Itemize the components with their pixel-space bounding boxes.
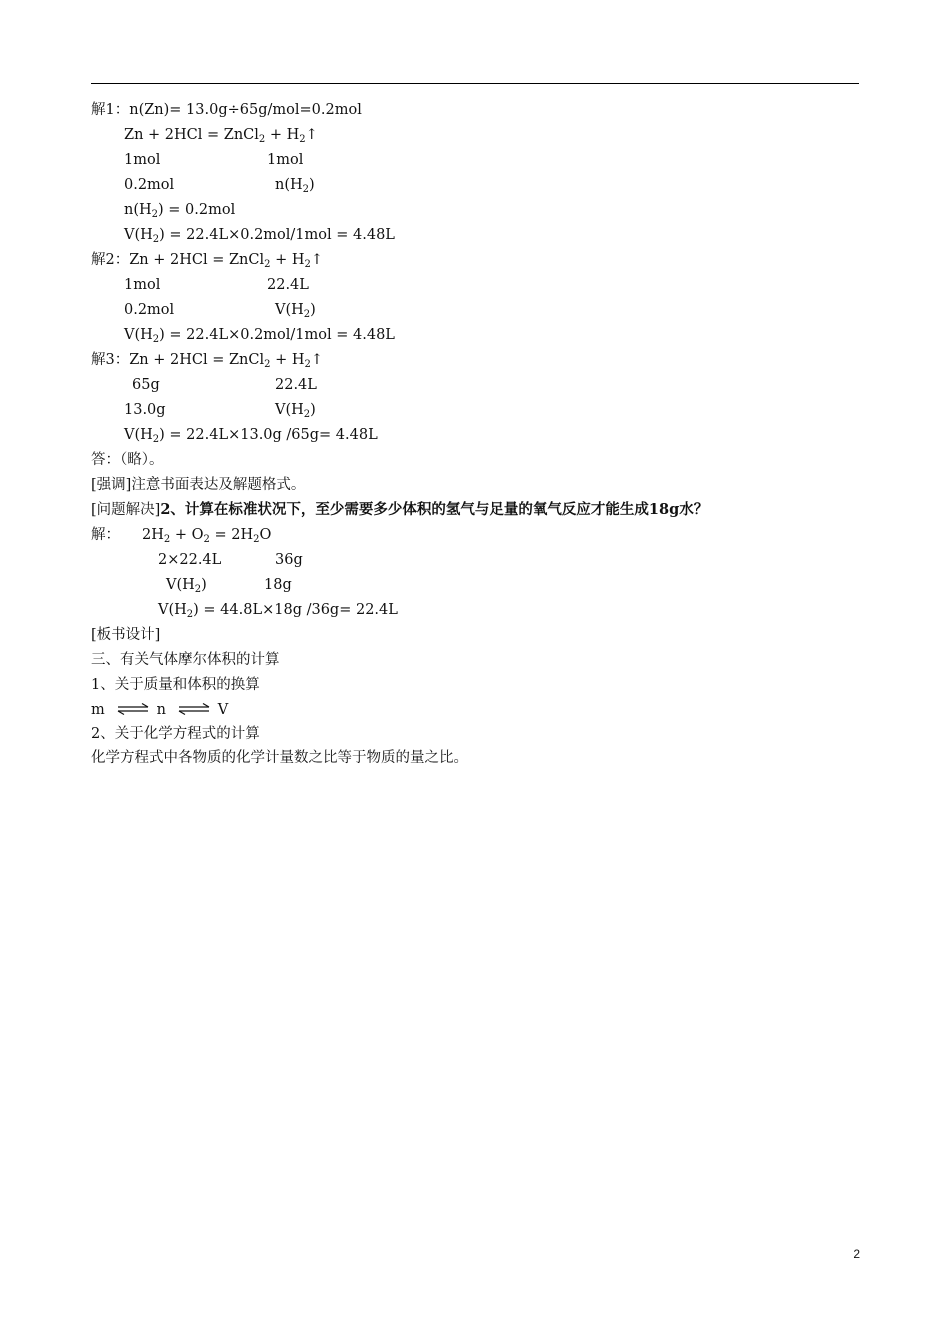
sol4-v-result: $V(H_2) = 44.8L\times 18g$ /36g= 22.4L — [158, 602, 398, 620]
sol4-equation: $2H_2 + O_2 = 2H_2O$ — [142, 527, 272, 545]
sol1-equation: Zn + 2HCl = ZnCl$_2$ + $H_2↑$ — [124, 127, 318, 145]
page-number: 2 — [853, 1247, 860, 1261]
sol4-label: 解： — [91, 527, 120, 543]
equilibrium-arrow-icon — [177, 702, 211, 716]
sol1-v-result: $V(H_2) = 22.4L\times 0.2mol/1mol = 4.48L$ — [124, 227, 395, 245]
sol4-given: 18g — [264, 577, 292, 593]
answer-line: 答：（略）。 — [91, 452, 164, 468]
board-item2: 2、关于化学方程式的计算 — [91, 726, 260, 742]
header-rule — [91, 83, 859, 84]
sol2-v-result: $V(H_2) = 22.4L\times 0.2mol/1mol = 4.48L$ — [124, 327, 395, 345]
sol4-unknown: $V(H_2)$ — [166, 577, 207, 595]
sol1-n-result: $n(H_2) = 0.2mol$ — [124, 202, 236, 220]
board-rule: 化学方程式中各物质的化学计量数之比等于物质的量之比。 — [91, 750, 468, 766]
sol3-v-result: $V(H_2) = 22.4L\times 13.0g$ /65g= 4.48L — [124, 427, 378, 445]
sol3-ratio-label: 65g — [132, 377, 160, 393]
sol3-title: 解3：Zn + 2HCl = ZnCl$_2$ + $H_2↑$ — [91, 352, 324, 370]
sol2-unknown: $V(H_2)$ — [275, 302, 316, 320]
sol1-unknown: $n(H_2)$ — [275, 177, 315, 195]
sol3-given: 13.0g — [124, 402, 166, 418]
sol2-ratio-value: 22.4L — [267, 277, 309, 293]
sol1-ratio-value: 1mol — [267, 152, 304, 168]
sol1-ratio-label: 1mol — [124, 152, 161, 168]
board-heading: 三、有关气体摩尔体积的计算 — [91, 652, 280, 668]
sol4-ratio-value: 36g — [275, 552, 303, 568]
problem-line: [问题解决]2、计算在标准状况下，至少需要多少体积的氢气与足量的氧气反应才能生成18g水？ — [91, 501, 709, 518]
sol3-ratio-value: 22.4L — [275, 377, 317, 393]
sol2-ratio-label: 1mol — [124, 277, 161, 293]
sol1-given: 0.2mol — [124, 177, 175, 193]
board-item1: 1、关于质量和体积的换算 — [91, 677, 260, 693]
board-title: [板书设计] — [91, 627, 161, 643]
sol3-unknown: $V(H_2)$ — [275, 402, 316, 420]
sol4-ratio-label: 2×22.4L — [158, 552, 222, 568]
equilibrium-arrow-icon — [116, 702, 150, 716]
sol1-title: 解1：n(Zn)= 13.0g÷65g/mol=0.2mol — [91, 102, 362, 118]
emphasis-line: [强调]注意书面表达及解题格式。 — [91, 477, 306, 493]
sol2-given: 0.2mol — [124, 302, 175, 318]
conversion-diagram: m n V — [91, 702, 229, 718]
sol2-title: 解2：Zn + 2HCl = ZnCl$_2$ + $H_2↑$ — [91, 252, 324, 270]
